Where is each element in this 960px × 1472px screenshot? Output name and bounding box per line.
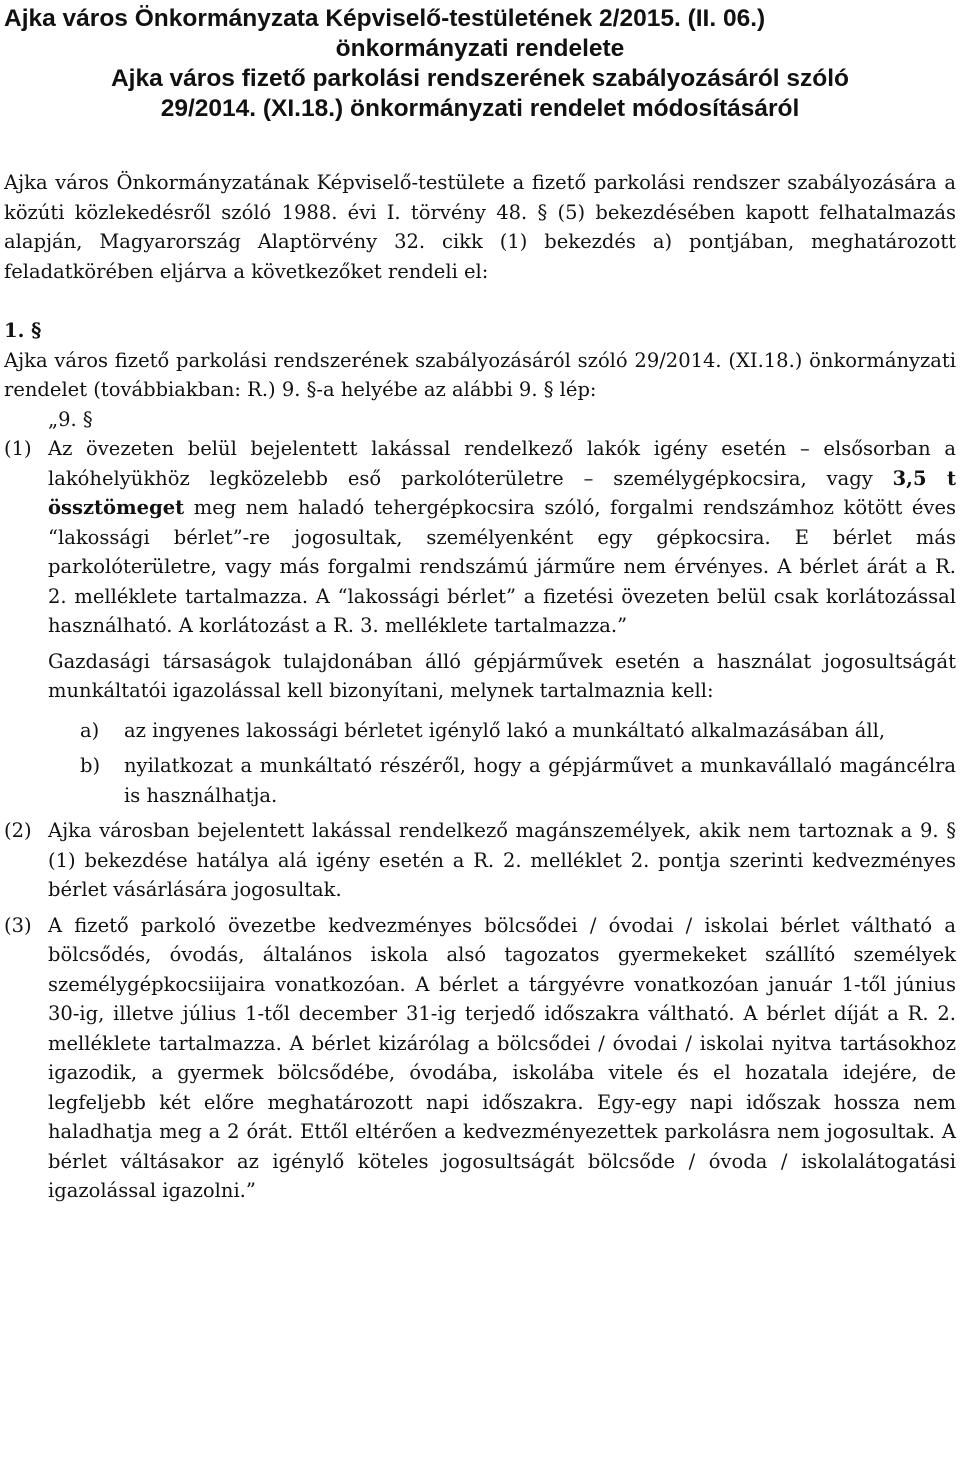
title-line-1: Ajka város Önkormányzata Képviselő-testületének 2/2015. (II. 06.) [4,5,766,32]
document-body [0,168,960,1206]
list-item-a-text: az ingyenes lakossági bérletet igénylő lakó a munkáltató alkalmazásában áll, [124,718,886,742]
list-item-b-label: b) [80,754,101,777]
paragraph-1-extra: Gazdasági társaságok tulajdonában álló gépjárművek esetén a használat jogosultságát munkáltatói igazolással kell bizonyítani, melynek tartalmaznia kell: [48,649,956,702]
paragraph-3-number: (3) [4,913,32,937]
paragraph-1-text-a: Az övezeten belül bejelentett lakással rendelkező lakók igény esetén – elsősorban a lakóhelyükhöz legközelebb eső parkolóterületre – személygépkocsira, vagy [48,437,956,490]
quote-start: „9. § [48,407,93,431]
title-line-3: Ajka város fizető parkolási rendszerének szabályozásáról szóló [110,65,850,92]
paragraph-3 [0,911,960,1206]
paragraph-2-text: Ajka városban bejelentett lakással rendelkező magánszemélyek, akik nem tartoznak a 9. § (1) bekezdése hatálya alá igény esetén a R. 2. melléklet 2. pontja szerinti kedvezményes bérlet vásárlására jogosultak. [48,819,956,901]
list-item-a-label: a) [80,718,100,742]
list-item-a [0,716,960,746]
list-item-b [0,751,960,810]
paragraph-1-number: (1) [4,437,32,460]
paragraph-1-bold: 3,5 t össztömeget [48,466,956,519]
document-title [0,0,960,124]
intro-paragraph: Ajka város Önkormányzatának Képviselő-testülete a fizető parkolási rendszer szabályozására a közúti közlekedésről szóló 1988. évi I. törvény 48. § (5) bekezdésében kapott felhatalmazás alapján, Magyarország Alaptörvény 32. cikk (1) bekezdés a) pontjában, meghatározott feladatkörében eljárva a következőket rendeli el: [4,171,956,283]
paragraph-1-text [48,434,960,641]
paragraph-2 [0,816,960,905]
paragraph-3-text: A fizető parkoló övezetbe kedvezményes bölcsődei / óvodai / iskolai bérlet váltható a bölcsődés, óvodás, általános iskola alsó tagozatos gyermekeket szállító személyek személygépkocsiijaira vonatkozóan. A bérlet a tárgyévre vonatkozóan január 1-től június 30-ig, illetve július 1-től december 31-ig terjedő időszakra váltható. A bérlet díját a R. 2. melléklete tartalmazza. A bérlet kizárólag a bölcsődei / óvodai / iskolai nyitva tartásokhoz igazodik, a gyermek bölcsődébe, óvodába, iskolába vitele és el hozatala idejére, de legfeljebb két előre meghatározott napi időszakra. Egy-egy napi időszak hossza nem haladhatja meg a 2 órát. Ettől eltérően a kedvezményezettek parkolásra nem jogosultak. A bérlet váltásakor az igénylő köteles jogosultságát bölcsőde / óvoda / iskolalátogatási igazolással igazolni.” [48,913,956,1202]
section-text: Ajka város fizető parkolási rendszerének szabályozásáról szóló 29/2014. (XI.18.) önkormányzati rendelet (továbbiakban: R.) 9. §-a helyébe az alábbi 9. § lép: [4,348,956,401]
title-line-4: 29/2014. (XI.18.) önkormányzati rendelet módosításáról [160,95,800,122]
list-item-b-text: nyilatkozat a munkáltató részéről, hogy a gépjárművet a munkavállaló magáncélra is használhatja. [124,754,956,807]
paragraph-1-text-b: meg nem haladó tehergépkocsira szóló, forgalmi rendszámhoz kötött éves “lakossági bérlet”-re jogosultak, személyenként egy gépkocsira. E bérlet más parkolóterületre, vagy más forgalmi rendszámú járműre nem érvényes. A bérlet árát a R. 2. melléklete tartalmazza. A “lakossági bérlet” a fizetési övezeten belül csak korlátozással használható. A korlátozást a R. 3. melléklete tartalmazza.” [48,496,956,637]
paragraph-2-number: (2) [4,819,32,842]
paragraph-1 [0,434,960,641]
title-line-2: önkormányzati rendelete [335,35,625,62]
section-number: 1. § [4,319,42,342]
